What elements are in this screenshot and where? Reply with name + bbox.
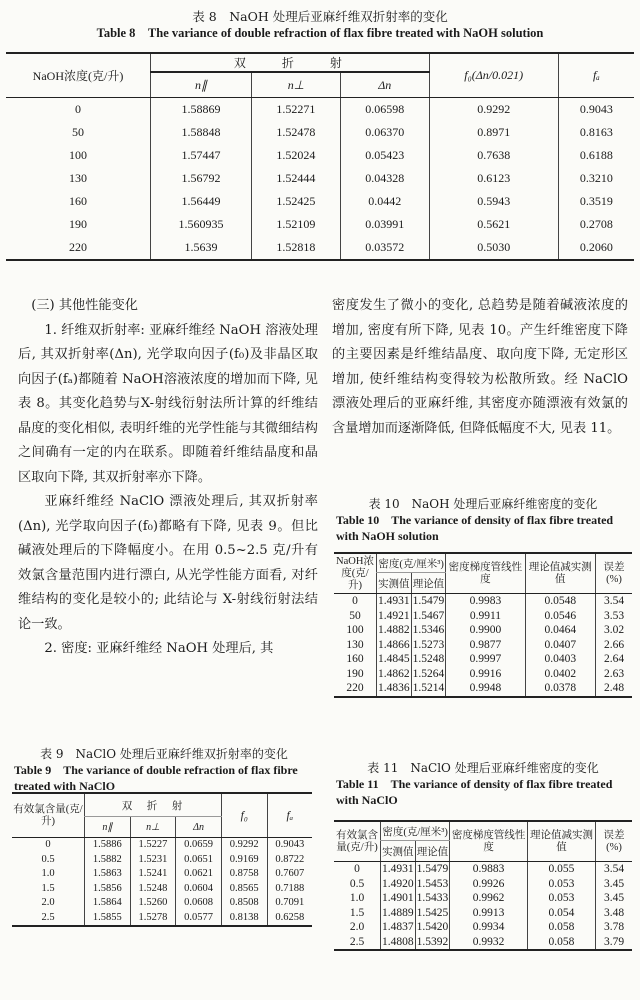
table11-row-cell: 3.78 [596, 920, 633, 935]
table9-row-cell: 0.8722 [267, 853, 312, 868]
table11-col-gradient: 密度梯度管线性度 [450, 821, 528, 862]
table10-row [334, 594, 632, 609]
table11-row [334, 920, 632, 935]
table10-row-cell: 160 [346, 653, 364, 665]
table10-col-theory: 理论值 [411, 573, 446, 594]
table8-col-fa: fₐ [558, 53, 634, 98]
table8-caption-cn: 表 8 NaOH 处理后亚麻纤维双折射率的变化 [192, 9, 448, 24]
table10-row-cell: 3.02 [596, 623, 633, 638]
table8-col-npar: n∥ [151, 72, 252, 98]
table9-col-f0: f₀ [221, 793, 267, 838]
table8-row-cell: 1.56449 [151, 190, 252, 213]
table11-row-cell: 0.9962 [450, 891, 528, 906]
table8-row-cell: 100 [69, 148, 87, 162]
table11-row [334, 906, 632, 921]
table10-group-header: 密度(克/厘米³) [377, 553, 446, 573]
table8-row [6, 236, 634, 260]
table10-row-cell: 1.4845 [378, 653, 410, 665]
table9-row [12, 911, 312, 927]
table8-col-f0: f₀(Δn/0.021) [429, 53, 558, 98]
table10-row-cell: 100 [346, 624, 364, 636]
table8-row-cell: 0.8163 [558, 121, 634, 144]
table8-row-cell: 1.560935 [151, 213, 252, 236]
table9-row-cell: 0.0651 [176, 853, 222, 868]
table9-row-cell: 2.5 [12, 911, 85, 927]
table11-row-cell: 1.0 [349, 892, 365, 904]
table11-group-header: 密度(克/厘米³) [381, 821, 450, 841]
table10-row-cell: 2.66 [596, 638, 633, 653]
table9-row-cell: 1.5248 [130, 882, 176, 897]
table10-row-cell: 1.5479 [412, 595, 445, 607]
table9-row-cell: 1.5882 [85, 853, 131, 868]
table8-row-cell: 1.57447 [151, 144, 252, 167]
table8-row-cell: 1.52818 [251, 236, 340, 260]
table8-row-cell: 0.9292 [429, 98, 558, 122]
table10-row-cell: 0.9911 [446, 609, 525, 624]
table11-row-cell: 1.5420 [416, 921, 449, 933]
table8-row-cell: 1.52425 [251, 190, 340, 213]
table11-row-cell: 3.48 [596, 906, 633, 921]
table10-row-cell: 0.0402 [525, 667, 595, 682]
table9-row-cell: 0.8508 [221, 896, 267, 911]
table10-row-cell: 130 [346, 638, 364, 651]
table8-row-cell: 0.03991 [340, 213, 429, 236]
table10-col-gradient: 密度梯度管线性度 [446, 553, 525, 594]
table11-row-cell: 3.79 [596, 935, 633, 951]
table11-row-cell: 1.4837 [382, 921, 414, 933]
table10-row-cell: 1.5346 [412, 624, 445, 636]
table10-row-cell: 0.9983 [446, 594, 525, 609]
table11-row-cell: 0.9913 [450, 906, 528, 921]
table9-row [12, 853, 312, 868]
table9-row-cell: 0.9292 [221, 838, 267, 853]
table8-caption [0, 8, 640, 42]
table10-row-cell: 1.4866 [378, 638, 410, 651]
table9-col-npar: n∥ [85, 817, 131, 838]
table11-row-cell: 0.5 [349, 877, 365, 890]
table11-row-cell: 1.5425 [416, 906, 449, 919]
table10-row [334, 681, 632, 697]
table8-col-naoh: NaOH浓度(克/升) [6, 53, 151, 98]
table8-row-cell: 0.04328 [340, 167, 429, 190]
table11-row [334, 877, 632, 892]
table10-row-cell: 0.9916 [446, 667, 525, 682]
table10-row-cell: 2.64 [596, 652, 633, 667]
table8-row-cell: 1.52478 [251, 121, 340, 144]
table9-row [12, 838, 312, 853]
table9-row-cell: 1.5856 [85, 882, 131, 897]
table11-row-cell: 3.45 [596, 891, 633, 906]
table10-row-cell: 1.5273 [412, 638, 445, 651]
table8-row-cell: 1.52109 [251, 213, 340, 236]
table8-group-header: 双 折 射 [151, 53, 430, 72]
table11-row-cell: 0.9932 [450, 935, 528, 951]
table9-row-cell: 0.8565 [221, 882, 267, 897]
table9-group-header: 双 折 射 [85, 793, 222, 817]
left-column-text [18, 294, 318, 662]
table10-row-cell: 1.4882 [378, 624, 410, 636]
table8-row-cell: 0.0442 [340, 190, 429, 213]
table8-row-cell: 0.9043 [558, 98, 634, 122]
table11-row-cell: 1.5433 [416, 892, 449, 904]
table8-row [6, 190, 634, 213]
table11-row-cell: 0.9934 [450, 920, 528, 935]
table10-caption-en: Table 10 The variance of density of flax fibre treated with NaOH solution [336, 513, 614, 543]
table11-row-cell: 1.4920 [382, 877, 414, 890]
table10-row [334, 667, 632, 682]
table10-row-cell: 2.48 [596, 681, 633, 697]
table8-row-cell: 160 [69, 194, 87, 208]
table9-row [12, 882, 312, 897]
table8-row-cell: 0.5621 [429, 213, 558, 236]
table9-row-cell: 0.7188 [267, 882, 312, 897]
paragraph-density-cont: 密度发生了微小的变化, 总趋势是随着碱液浓度的增加, 密度有所下降, 见表 10。产生纤维密度下降的主要因素是纤维结晶度、取向度下降, 无定形区增加, 使纤维结构变得较为松散所致。经 NaClO 漂液处理后的亚麻纤维, 其密度亦随漂液有效氯的含量增加而逐渐降低, 但降低幅度不大, 见表 11。 [332, 298, 628, 436]
table9-row-cell: 1.5231 [130, 853, 176, 868]
table9-row-cell: 1.5864 [85, 896, 131, 911]
table9-caption-cn: 表 9 NaClO 处理后亚麻纤维双折射率的变化 [40, 747, 288, 761]
table11-row-cell: 2.5 [334, 935, 381, 951]
table11-col-theory: 理论值 [415, 841, 450, 862]
table11-row-cell: 1.4808 [381, 935, 416, 951]
table10-row-cell: 50 [349, 609, 361, 622]
table9-row-cell: 0.0659 [176, 838, 222, 853]
table10-row-cell: 2.63 [596, 667, 633, 682]
table10-col-err: 误差(%) [596, 553, 633, 594]
table11-row-cell: 0.9883 [450, 862, 528, 877]
table8-row-cell: 0.03572 [340, 236, 429, 260]
table9-col-dn: Δn [176, 817, 222, 838]
table10-col-naoh: NaOH浓度(克/升) [334, 553, 377, 594]
table10-row-cell: 1.5264 [412, 667, 445, 680]
table10-row-cell: 0.0464 [525, 623, 595, 638]
table8-row-cell: 1.52271 [251, 98, 340, 122]
table11-row-cell: 3.54 [596, 862, 633, 877]
table11-row-cell: 0.053 [527, 877, 595, 892]
table8-row-cell: 0.2708 [558, 213, 634, 236]
table8-row-cell: 0.3210 [558, 167, 634, 190]
table10-row [334, 623, 632, 638]
table11-col-err: 误差(%) [596, 821, 633, 862]
section-heading: (三) 其他性能变化 [31, 298, 138, 313]
table11-row [334, 935, 632, 951]
table8-row-cell: 0.5030 [429, 236, 558, 260]
table11-row-cell: 1.4889 [382, 906, 414, 919]
table9-row-cell: 0.8138 [221, 911, 267, 927]
table9-row-cell: 1.0 [41, 868, 55, 879]
table8 [6, 52, 634, 261]
table10-col-measured: 实测值 [377, 573, 412, 594]
table10-caption [336, 496, 630, 544]
table8-row-cell: 0.06370 [340, 121, 429, 144]
table9-row-cell: 1.5886 [85, 838, 131, 853]
table9-col-nperp: n⊥ [130, 817, 176, 838]
table8-row-cell: 1.56792 [151, 167, 252, 190]
table10-row-cell: 190 [346, 667, 364, 680]
table9-col-fa: fₐ [267, 793, 312, 838]
table10-row [334, 638, 632, 653]
table9-row-cell: 0 [45, 839, 51, 850]
table10-row-cell: 1.5467 [412, 609, 445, 622]
table11-row-cell: 3.45 [596, 877, 633, 892]
table10-row-cell: 1.4921 [378, 609, 410, 622]
table8-row-cell: 0.6123 [429, 167, 558, 190]
table9-row-cell: 1.5 [41, 882, 55, 894]
table10-row [334, 609, 632, 624]
table10-row-cell: 0.9900 [446, 623, 525, 638]
table8-col-nperp: n⊥ [251, 72, 340, 98]
table10-row-cell: 1.5248 [412, 653, 445, 665]
table11-row-cell: 0 [354, 863, 360, 875]
table9-row-cell: 1.5227 [130, 838, 176, 853]
table8-row [6, 98, 634, 122]
table9-row-cell: 0.0608 [176, 896, 222, 911]
table11-row-cell: 1.4931 [382, 863, 414, 875]
table9-row-cell: 0.8758 [221, 867, 267, 882]
table10-row-cell: 0 [352, 595, 358, 607]
table9-row [12, 867, 312, 882]
table11-caption-cn: 表 11 NaClO 处理后亚麻纤维密度的变化 [367, 761, 599, 775]
table8-row-cell: 50 [72, 125, 84, 139]
table10-row-cell: 3.54 [596, 594, 633, 609]
table11-row-cell: 1.5479 [416, 863, 449, 875]
table8-row-cell: 0.8971 [429, 121, 558, 144]
table9-row-cell: 0.9043 [267, 838, 312, 853]
table9-caption [14, 746, 314, 794]
table8-col-dn: Δn [340, 72, 429, 98]
table9-row-cell: 0.5 [41, 853, 55, 865]
table11-col-cl: 有效氯含量(克/升) [334, 821, 381, 862]
table8-row-cell: 0.3519 [558, 190, 634, 213]
table9-row-cell: 1.5260 [130, 896, 176, 911]
table8-row-cell: 0 [75, 102, 81, 116]
table11-row-cell: 1.5392 [415, 935, 450, 951]
table9-row-cell: 1.5855 [85, 911, 131, 927]
table8-row-cell: 1.58869 [151, 98, 252, 122]
table10-caption-cn: 表 10 NaOH 处理后亚麻纤维密度的变化 [368, 497, 598, 511]
table8-row-cell: 0.06598 [340, 98, 429, 122]
table11-row-cell: 0.9926 [450, 877, 528, 892]
table8-row [6, 167, 634, 190]
table11-col-measured: 实测值 [381, 841, 416, 862]
table10-row-cell: 0.0546 [525, 609, 595, 624]
table9-row-cell: 0.9169 [221, 853, 267, 868]
table9-row-cell: 0.7091 [267, 896, 312, 911]
table10-row-cell: 1.5214 [411, 681, 446, 697]
table10-row-cell: 1.4862 [378, 667, 410, 680]
table11-row-cell: 0.053 [527, 891, 595, 906]
table8-row-cell: 1.52024 [251, 144, 340, 167]
table11-row-cell: 1.5 [349, 906, 365, 919]
table9-row-cell: 0.7607 [267, 867, 312, 882]
table9-row-cell: 0.0604 [176, 882, 222, 897]
table10-row-cell: 0.0378 [525, 681, 595, 697]
table9-col-cl: 有效氯含量(克/升) [12, 793, 85, 838]
table11-row [334, 862, 632, 877]
table10-row-cell: 1.4931 [378, 595, 410, 607]
table8-row-cell: 0.7638 [429, 144, 558, 167]
table8-row [6, 144, 634, 167]
table10-row [334, 652, 632, 667]
table11-row-cell: 0.055 [527, 862, 595, 877]
table10-row-cell: 220 [334, 681, 377, 697]
table10-row-cell: 0.9877 [446, 638, 525, 653]
table11-caption-en: Table 11 The variance of density of flax fibre treated with NaClO [336, 777, 613, 807]
table10-row-cell: 3.53 [596, 609, 633, 624]
table8-row-cell: 130 [69, 171, 87, 185]
right-column-text [332, 294, 628, 441]
table9 [12, 792, 312, 927]
table11-caption [336, 760, 630, 808]
table9-row-cell: 1.5241 [130, 867, 176, 882]
table9-row-cell: 1.5278 [130, 911, 176, 927]
table8-row-cell: 0.2060 [558, 236, 634, 260]
paragraph-density-start: 2. 密度: 亚麻纤维经 NaOH 处理后, 其 [44, 641, 274, 656]
table8-row-cell: 0.05423 [340, 144, 429, 167]
table11-row-cell: 0.054 [527, 906, 595, 921]
table10 [334, 552, 632, 698]
table8-row [6, 213, 634, 236]
table10-row-cell: 0.9997 [446, 652, 525, 667]
table9-caption-en: Table 9 The variance of double refraction of flax fibre treated with NaClO [14, 763, 298, 793]
table8-row [6, 121, 634, 144]
table10-row-cell: 1.4836 [377, 681, 412, 697]
table8-row-cell: 1.52444 [251, 167, 340, 190]
table9-row [12, 896, 312, 911]
table9-row-cell: 0.0621 [176, 867, 222, 882]
table11 [334, 820, 632, 951]
table11-col-diff: 理论值减实测值 [527, 821, 595, 862]
table9-row-cell: 0.0577 [176, 911, 222, 927]
table11-row-cell: 2.0 [349, 921, 365, 933]
table10-row-cell: 0.0403 [525, 652, 595, 667]
table11-row-cell: 0.058 [527, 920, 595, 935]
table8-row-cell: 190 [69, 217, 87, 231]
table8-row-cell: 220 [6, 236, 151, 260]
table9-row-cell: 0.6258 [267, 911, 312, 927]
table11-row [334, 891, 632, 906]
table9-row-cell: 2.0 [41, 897, 55, 908]
table10-row-cell: 0.9948 [446, 681, 525, 697]
table10-col-diff: 理论值减实测值 [525, 553, 595, 594]
table8-caption-en: Table 8 The variance of double refraction of flax fibre treated with NaOH solution [96, 26, 544, 40]
table8-row-cell: 1.5639 [151, 236, 252, 260]
table8-row-cell: 1.58848 [151, 121, 252, 144]
table8-row-cell: 0.6188 [558, 144, 634, 167]
paragraph-naclo-birefringence: 亚麻纤维经 NaClO 漂液处理后, 其双折射率(Δn), 光学取向因子(f₀)都略有下降, 见表 9。但比碱液处理后的下降幅度小。在用 0.5~2.5 克/升有效氯含量范围内进行漂白, 从光学性能方面看, 对纤维结构的变化是较小的; 此结论与 X-射线衍射法结论一致。 [18, 494, 318, 632]
table11-row-cell: 1.4901 [382, 892, 414, 904]
table10-row-cell: 0.0548 [525, 594, 595, 609]
table11-row-cell: 1.5453 [416, 877, 449, 890]
table9-row-cell: 1.5863 [85, 867, 131, 882]
paragraph-birefringence: 1. 纤维双折射率: 亚麻纤维经 NaOH 溶液处理后, 其双折射率(Δn), 光学取向因子(f₀)及非晶区取向因子(fₐ)都随着 NaOH溶液浓度的增加而下降, 见表 8。其变化趋势与X-射线衍射法所计算的纤维结晶度的变化相似, 表明纤维的光学性能与其微细结构之间确有一定的内在联系。即随着纤维结晶度和晶区取向下降, 其双折射率亦下降。 [18, 322, 318, 485]
table8-row-cell: 0.5943 [429, 190, 558, 213]
table11-row-cell: 0.058 [527, 935, 595, 951]
table10-row-cell: 0.0407 [525, 638, 595, 653]
